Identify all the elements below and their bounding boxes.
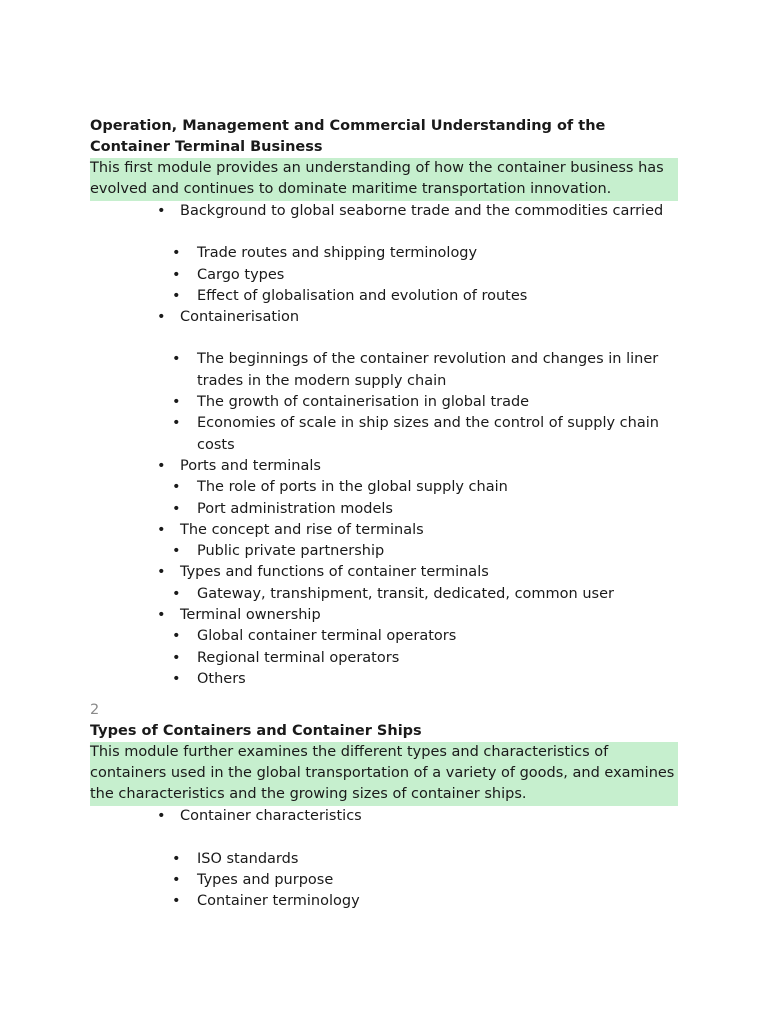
module-1-intro: This first module provides an understanding of how the container business has evolved and continues to dominate maritime transportation innovation. [90, 158, 678, 201]
subtopic-item: • Effect of globalisation and evolution of routes [90, 286, 680, 307]
subtopic-item: • Economies of scale in ship sizes and the control of supply chain costs [90, 413, 680, 456]
topic-item: • Ports and terminals [90, 456, 680, 477]
module-1-title: Operation, Management and Commercial Understanding of the Container Terminal Business [90, 118, 606, 155]
topic-item: • The concept and rise of terminals [90, 520, 680, 541]
subtopic-item: • Others [90, 669, 680, 690]
subtopic-item: • The role of ports in the global supply chain [90, 477, 680, 498]
subtopic-item: • The beginnings of the container revolution and changes in liner trades in the modern supply chain [90, 349, 680, 392]
topic-item: • Terminal ownership [90, 605, 680, 626]
topic-item: • Background to global seaborne trade and the commodities carried [90, 201, 680, 222]
topic-item: • Types and functions of container terminals [90, 562, 680, 583]
subtopic-item: • Regional terminal operators [90, 648, 680, 669]
document-page [90, 116, 680, 912]
subtopic-item: • Global container terminal operators [90, 626, 680, 647]
module-2-number: 2 [90, 702, 100, 719]
subtopic-item: • Trade routes and shipping terminology [90, 243, 680, 264]
topic-item: • Containerisation [90, 307, 680, 328]
module-2-title: Types of Containers and Container Ships [90, 723, 422, 740]
module-1-topic-list [90, 201, 680, 690]
module-2-topic-list [90, 806, 680, 912]
subtopic-item: • Cargo types [90, 265, 680, 286]
subtopic-item: • Gateway, transhipment, transit, dedicated, common user [90, 584, 680, 605]
subtopic-item: • Types and purpose [90, 870, 680, 891]
module-2-intro: This module further examines the different types and characteristics of containers used in the global transportation of a variety of goods, and examines the characteristics and the growing sizes of container ships. [90, 742, 678, 806]
subtopic-item: • The growth of containerisation in global trade [90, 392, 680, 413]
subtopic-item: • Public private partnership [90, 541, 680, 562]
subtopic-item: • Port administration models [90, 499, 680, 520]
subtopic-item: • Container terminology [90, 891, 680, 912]
subtopic-item: • ISO standards [90, 849, 680, 870]
topic-item: • Container characteristics [90, 806, 680, 827]
